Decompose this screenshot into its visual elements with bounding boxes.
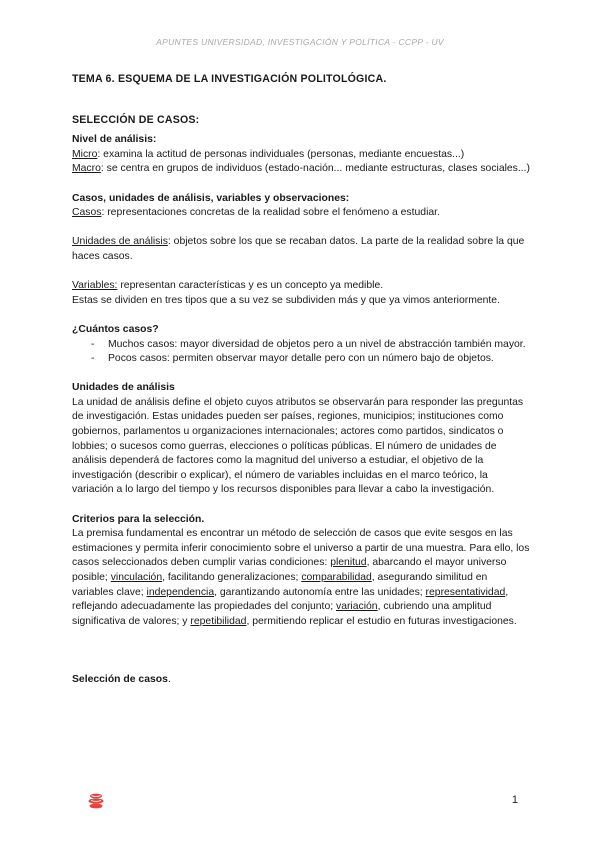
macro-text: : se centra en grupos de individuos (estado-nación... mediante estructuras, clases sociales...) bbox=[100, 163, 531, 175]
page-header: APUNTES UNIVERSIDAD, INVESTIGACIÓN Y POLÍTICA - CCPP - UV bbox=[156, 37, 444, 47]
nivel-heading: Nivel de análisis: bbox=[72, 134, 157, 146]
macro-paragraph bbox=[72, 162, 530, 177]
criterio-plenitud: plenitud bbox=[330, 557, 367, 569]
criterios-text: , asegurando similitud en variables clave; bbox=[72, 572, 488, 598]
criterios-heading: Criterios para la selección. bbox=[72, 513, 205, 525]
criterio-comparabilidad: comparabilidad bbox=[301, 572, 372, 583]
seleccion-heading: Selección de casos bbox=[72, 673, 168, 685]
unidades-text: : objetos sobre los que se recaban datos. La parte de la realidad sobre la que haces casos. bbox=[72, 236, 525, 262]
seleccion-paragraph bbox=[72, 673, 530, 688]
document-body bbox=[72, 72, 530, 688]
criterios-text: , cubriendo una amplitud significativa de valores; y bbox=[72, 601, 492, 627]
list-item: - Pocos casos: permiten observar mayor detalle pero con un número bajo de objetos. bbox=[91, 352, 530, 367]
criterios-text: , facilitando generalizaciones; bbox=[162, 572, 302, 583]
criterios-text: , reflejando adecuadamente las propiedades del conjunto; bbox=[72, 586, 509, 613]
criterio-repetibilidad: repetibilidad bbox=[190, 615, 247, 627]
variables-paragraph bbox=[72, 279, 530, 294]
cuantos-list bbox=[72, 338, 530, 367]
unidades-heading: Unidades de análisis bbox=[72, 382, 175, 394]
section-title: SELECCIÓN DE CASOS: bbox=[72, 113, 200, 126]
micro-label: Micro bbox=[72, 148, 98, 160]
page-number: 1 bbox=[511, 794, 518, 806]
criterio-variacion: variación bbox=[336, 601, 378, 613]
criterios-text: , permitiendo replicar el estudio en futuras investigaciones. bbox=[246, 615, 517, 627]
variables-extra: Estas se dividen en tres tipos que a su vez se subdividen más y que ya vimos anteriormente. bbox=[72, 294, 500, 306]
micro-paragraph bbox=[72, 148, 530, 163]
criterio-vinculacion: vinculación bbox=[110, 572, 163, 583]
casos-label: Casos bbox=[72, 207, 102, 219]
cuantos-heading: ¿Cuántos casos? bbox=[72, 323, 159, 335]
seleccion-period: . bbox=[167, 673, 171, 685]
criterios-text: , abarcando el mayor universo posible; bbox=[72, 557, 507, 583]
document-title: TEMA 6. ESQUEMA DE LA INVESTIGACIÓN POLITOLÓGICA. bbox=[72, 73, 387, 85]
criterios-body bbox=[72, 527, 530, 629]
criterio-independencia: independencia bbox=[146, 586, 215, 598]
variables-text: representan características y es un concepto ya medible. bbox=[117, 280, 384, 292]
unidades-def-paragraph bbox=[72, 235, 530, 264]
macro-label: Macro bbox=[72, 163, 101, 175]
criterio-representatividad: representatividad bbox=[425, 586, 506, 598]
variables-label: Variables: bbox=[72, 280, 118, 292]
casos-heading: Casos, unidades de análisis, variables y observaciones: bbox=[72, 192, 350, 204]
casos-text: : representaciones concretas de la realidad sobre el fenómeno a estudiar. bbox=[101, 207, 440, 219]
list-item: - Muchos casos: mayor diversidad de objetos pero a un nivel de abstracción también mayor. bbox=[91, 338, 530, 353]
unidades-body: La unidad de análisis define el objeto cuyos atributos se observarán para responder las preguntas de investigación. Estas unidades pueden ser países, regiones, municipios; instituciones como gobiernos, parlamentos u organizaciones internacionales; actores como partidos, sindicatos o lobbies; o sucesos como guerras, elecciones o políticas públicas. El número de unidades de análisis dependerá de factores como la magnitud del universo a estudiar, el objetivo de la investigación (describir o explicar), el número de variables incluidas en el marco teórico, la variación a lo largo del tiempo y los recursos disponibles para llevar a cabo la investigación. bbox=[72, 396, 524, 496]
casos-paragraph bbox=[72, 206, 530, 221]
criterios-text: , garantizando autonomía entre las unidades; bbox=[214, 586, 426, 598]
stacked-stripes-logo-icon bbox=[86, 791, 106, 811]
micro-text: : examina la actitud de personas individuales (personas, mediante encuestas...) bbox=[97, 148, 465, 160]
criterios-text: La premisa fundamental es encontrar un método de selección de casos que evite sesgos en las estimaciones y permita inferir conocimiento sobre el universo a partir de una muestra. Para ello, los casos seleccionados deben cumplir varias condiciones: bbox=[72, 528, 530, 569]
unidades-label: Unidades de análisis bbox=[72, 236, 168, 248]
